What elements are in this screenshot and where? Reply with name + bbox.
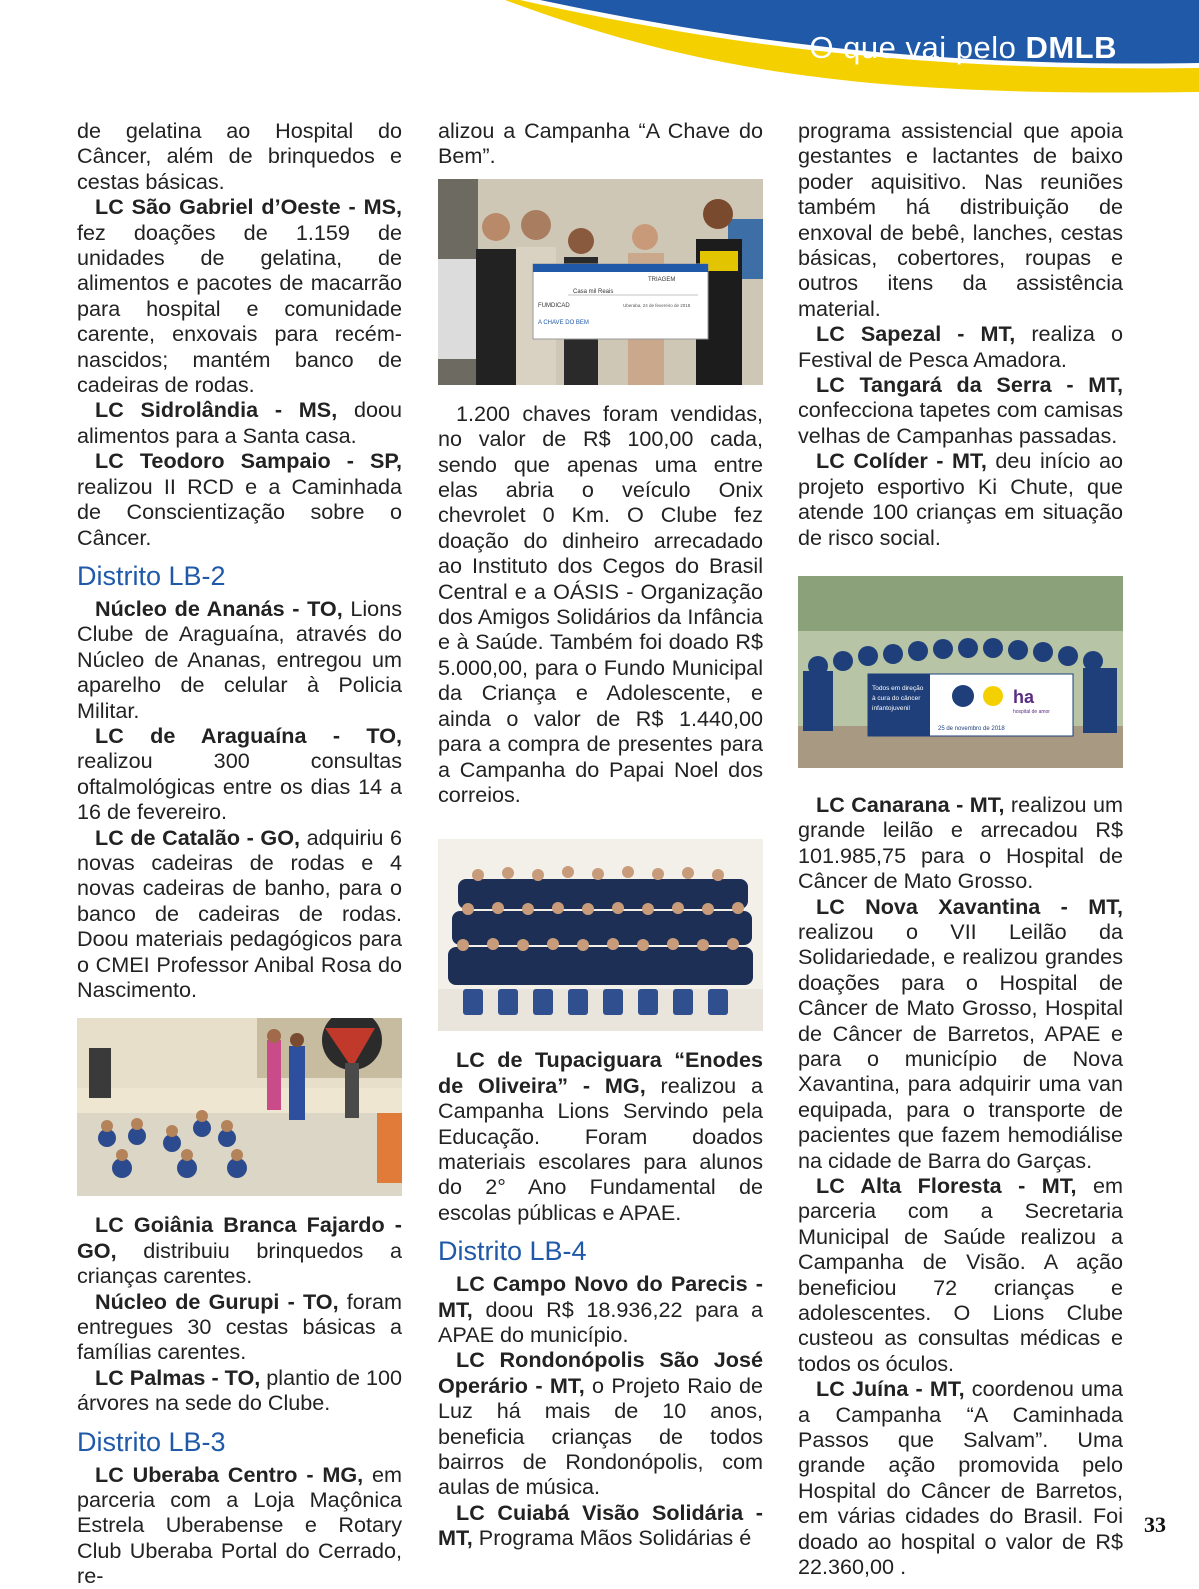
photo-walk-banner xyxy=(798,576,1123,768)
club-name: LC Rondonópolis São José Operário - MT, xyxy=(438,1347,763,1398)
paragraph xyxy=(798,372,1123,448)
paragraph-text: realizou um grande leilão e arrecadou R$ 101.985,75 para o Hospital de Câncer de Mato Grosso. xyxy=(798,791,1123,894)
check-date: Uberaba, 24 de fevereiro de 2018 xyxy=(623,302,691,308)
paragraph-text: realizou o VII Leilão da Solidariedade, e realizou grandes doações para o Hospital de Câncer de Mato Grosso, Hospital de Câncer de Barretos, APAE e para o município de Nova Xavantina, para adquirir uma van equipada, para o transporte de pacientes que fazem hemodiálise na cidade de Barra do Garças. xyxy=(798,918,1123,1173)
photo-check-presentation xyxy=(438,179,763,385)
club-name: LC São Gabriel d’Oeste - MS, xyxy=(95,194,402,220)
header-title-prefix: O que vai pelo xyxy=(809,30,1026,65)
club-name: LC Colíder - MT, xyxy=(816,448,987,474)
paragraph xyxy=(77,1462,402,1589)
paragraph-text: doou alimentos para a Santa casa. xyxy=(77,397,402,448)
paragraph xyxy=(798,118,1123,321)
paragraph xyxy=(77,1365,402,1416)
district-heading: Distrito LB-2 xyxy=(77,560,226,591)
club-name: LC Goiânia Branca Fajardo - GO, xyxy=(77,1212,402,1263)
paragraph xyxy=(77,448,402,550)
paragraph-text: em parceria com a Secretaria Municipal de Saúde realizou a Campanha de Visão. A ação beneficiou 72 crianças e adolescentes. O Lions Clube custeou as consultas médicas e todos os óculos. xyxy=(798,1173,1123,1376)
paragraph-text: alizou a Campanha “A Chave do Bem”. xyxy=(438,118,763,169)
club-name: LC Canarana - MT, xyxy=(816,791,1005,817)
paragraph-text: em parceria com a Loja Maçônica Estrela Uberabense e Rotary Club Uberaba Portal do Cerrado, re- xyxy=(77,1461,403,1589)
paragraph xyxy=(77,118,402,194)
check-payto: Casa mil Reais xyxy=(573,288,614,295)
paragraph-text: o Projeto Raio de Luz há mais de 10 anos, beneficia crianças de todos bairros de Rondonópolis, com aulas de música. xyxy=(438,1372,763,1500)
club-name: LC Alta Floresta - MT, xyxy=(816,1173,1077,1198)
club-name: LC Palmas - TO, xyxy=(95,1364,261,1390)
paragraph-text: realizou 300 consultas oftalmológicas entre os dias 14 a 16 de fevereiro. xyxy=(77,748,402,825)
paragraph-text: plantio de 100 árvores na sede do Clube. xyxy=(77,1364,402,1416)
column-3 xyxy=(798,118,1123,1580)
paragraph-text: fez doações de 1.159 de unidades de gelatina, de alimentos e pacotes de macarrão para hospital e comunidade carente, enxovais para recém-nascidos; mantém banco de cadeiras de rodas. xyxy=(77,219,402,398)
page-number: 33 xyxy=(1144,1512,1166,1537)
header-title-bold: DMLB xyxy=(1025,30,1117,65)
paragraph xyxy=(77,194,402,397)
check-prop xyxy=(533,264,708,339)
paragraph xyxy=(438,118,763,169)
paragraph-text: doou R$ 18.936,22 para a APAE do município. xyxy=(438,1296,763,1347)
paragraph-text: coordenou uma a Campanha “A Caminhada Passos que Salvam”. Uma grande ação promovida pelo Hospital do Câncer de Barretos, em várias cidades do Brasil. Foi doado ao hospital o valor de R$ 22.360,00 . xyxy=(798,1376,1123,1580)
paragraph-text: Lions Clube de Araguaína, através do Núcleo de Ananas, entregou um aparelho de celular à Policia Militar. xyxy=(77,595,402,723)
club-name: LC de Araguaína - TO, xyxy=(95,722,402,748)
paragraph-text: foram entregues 30 cestas básicas a famílias carentes. xyxy=(77,1288,402,1365)
club-name: LC Sidrolândia - MS, xyxy=(95,397,338,423)
paragraph xyxy=(77,596,402,723)
club-name: LC Tangará da Serra - MT, xyxy=(816,372,1123,398)
walk-banner-line2: à cura do câncer xyxy=(872,694,921,702)
walk-banner xyxy=(868,674,1073,736)
paragraph xyxy=(798,1173,1123,1376)
header-title xyxy=(809,30,1117,66)
club-name: LC de Catalão - GO, xyxy=(95,824,301,850)
paragraph xyxy=(77,723,402,825)
club-name: LC Sapezal - MT, xyxy=(816,321,1016,347)
paragraph-text: realizou II RCD e a Caminhada de Conscientização sobre o Câncer. xyxy=(77,473,402,550)
column-1 xyxy=(77,118,402,1589)
paragraph xyxy=(438,401,763,808)
club-name: Núcleo de Ananás - TO, xyxy=(95,595,343,621)
walk-banner-line3: infantojuvenil xyxy=(872,704,910,712)
paragraph xyxy=(798,894,1123,1173)
walk-banner-date: 25 de novembro de 2018 xyxy=(938,725,1005,732)
walk-banner-logo: ha xyxy=(1013,686,1035,707)
paragraph xyxy=(798,792,1123,894)
paragraph xyxy=(77,825,402,1003)
paragraph-text: confecciona tapetes com camisas velhas de Campanhas passadas. xyxy=(798,397,1123,448)
photo-students-group xyxy=(438,839,763,1031)
paragraph-text: distribuiu brinquedos a crianças carentes. xyxy=(77,1237,402,1289)
club-name: LC Nova Xavantina - MT, xyxy=(816,893,1123,919)
paragraph xyxy=(798,1376,1123,1579)
paragraph xyxy=(438,1271,763,1347)
walk-banner-logo-sub: hospital de amor xyxy=(1013,708,1050,715)
club-name: LC Juína - MT, xyxy=(816,1376,965,1402)
paragraph xyxy=(438,1500,763,1551)
paragraph-text: Programa Mãos Solidárias é xyxy=(472,1525,752,1551)
paragraph-text: de gelatina ao Hospital do Câncer, além de brinquedos e cestas básicas. xyxy=(77,118,402,194)
club-name: Núcleo de Gurupi - TO, xyxy=(95,1288,339,1314)
paragraph-text: realiza o Festival de Pesca Amadora. xyxy=(798,321,1123,372)
paragraph-text: adquiriu 6 novas cadeiras de rodas e 4 novas cadeiras de banho, para o banco de cadeiras de rodas. Doou materiais pedagógicos para o CMEI Professor Anibal Rosa do Nascimento. xyxy=(77,824,402,1002)
paragraph-text: deu início ao projeto esportivo Ki Chute, que atende 100 crianças em situação de risco social. xyxy=(798,448,1123,550)
club-name: LC Teodoro Sampaio - SP, xyxy=(95,448,402,474)
club-name: LC Campo Novo do Parecis - MT, xyxy=(438,1271,763,1322)
paragraph xyxy=(438,1347,763,1499)
paragraph-text: 1.200 chaves foram vendidas, no valor de R$ 100,00 cada, sendo que apenas uma entre elas abria o veículo Onix chevrolet 0 Km. O Clube fez doação do dinheiro arrecadado ao Instituto dos Cegos do Brasil Central e a OÁSIS - Organização dos Amigos Solidários da Infância e à Saúde. Também foi doado R$ 5.000,00, para o Fundo Municipal da Criança e Adolescente, e ainda o valor de R$ 1.440,00 para a compra de presentes para a Campanha do Papai Noel dos correios. xyxy=(438,400,763,807)
paragraph xyxy=(77,1212,402,1288)
check-org: FUMDICAD xyxy=(538,302,570,309)
district-heading: Distrito LB-3 xyxy=(77,1426,226,1457)
walk-banner-line1: Todos em direção xyxy=(872,684,924,692)
check-header: TRIAGEM xyxy=(648,276,676,283)
paragraph xyxy=(798,448,1123,550)
club-name: LC de Tupaciguara “Enodes de Oliveira” - MG, xyxy=(438,1047,763,1098)
column-2 xyxy=(438,118,763,1551)
paragraph xyxy=(438,1047,763,1225)
district-heading: Distrito LB-4 xyxy=(438,1236,587,1267)
paragraph xyxy=(77,397,402,448)
club-name: LC Uberaba Centro - MG, xyxy=(95,1461,364,1487)
club-name: LC Cuiabá Visão Solidária - MT, xyxy=(438,1499,763,1551)
paragraph xyxy=(77,1289,402,1365)
paragraph-text: realizou a Campanha Lions Servindo pela Educação. Foram doados materiais escolares para alunos do 2° Ano Fundamental de escolas públicas e APAE. xyxy=(438,1072,763,1225)
paragraph xyxy=(798,321,1123,372)
photo-children-activity xyxy=(77,1018,402,1196)
paragraph-text: programa assistencial que apoia gestantes e lactantes de baixo poder aquisitivo. Nas reuniões também há distribuição de enxoval de bebê, lanches, cestas básicas, cobertores, roupas e outros itens da assistência material. xyxy=(798,118,1123,321)
check-label: A CHAVE DO BEM xyxy=(538,319,589,326)
